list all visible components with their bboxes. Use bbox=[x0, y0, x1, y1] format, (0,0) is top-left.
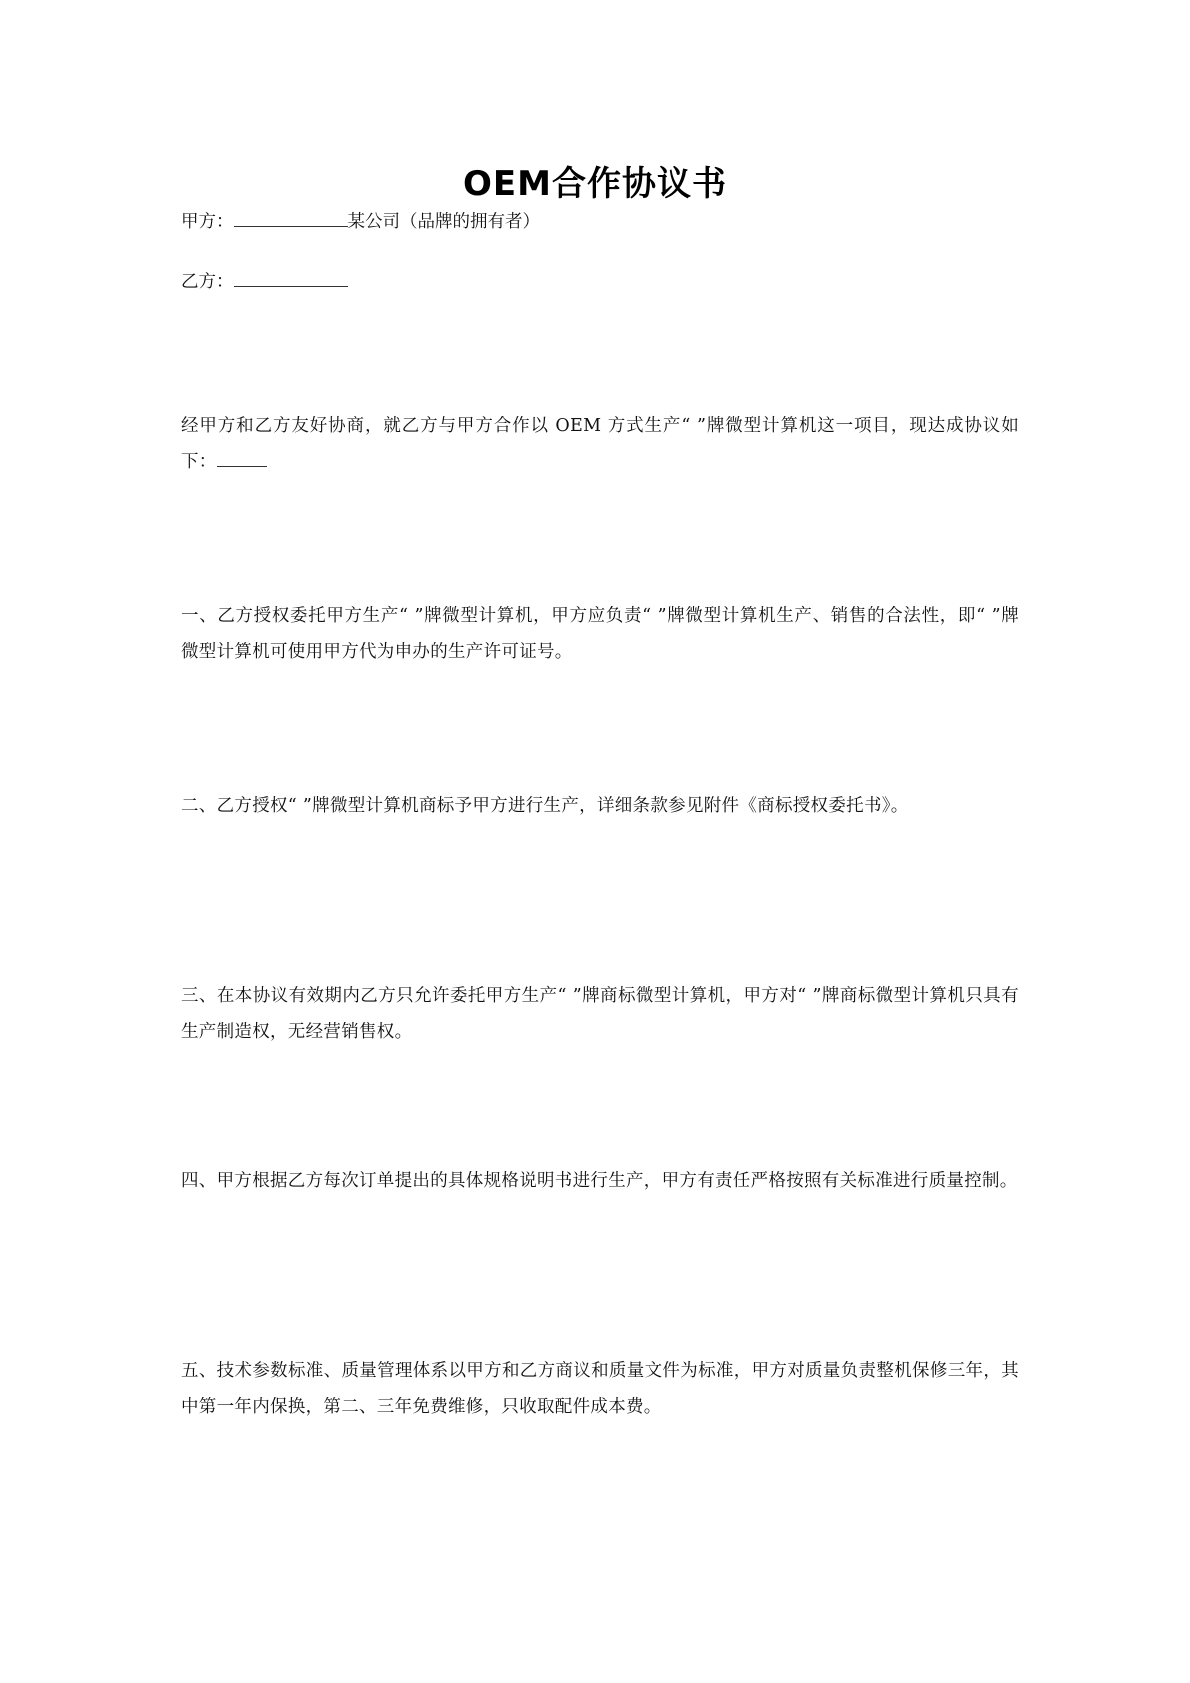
preamble-text: 经甲方和乙方友好协商，就乙方与甲方合作以 OEM 方式生产“ ”牌微型计算机这一项目，现达成协议如下： bbox=[181, 416, 1019, 472]
party-b-label: 乙方： bbox=[181, 272, 234, 292]
document-title: OEM合作协议书 bbox=[463, 164, 727, 204]
preamble-blank bbox=[217, 448, 267, 467]
clause-4: 四、甲方根据乙方每次订单提出的具体规格说明书进行生产，甲方有责任严格按照有关标准进行质量控制。 bbox=[181, 1171, 1018, 1191]
party-a-name: 某公司（品牌的拥有者） bbox=[347, 212, 540, 232]
party-b-line bbox=[181, 268, 348, 295]
party-a-line bbox=[181, 208, 540, 235]
clause-2: 二、乙方授权“ ”牌微型计算机商标予甲方进行生产，详细条款参见附件《商标授权委托书》。 bbox=[181, 796, 909, 816]
clause-3: 三、在本协议有效期内乙方只允许委托甲方生产“ ”牌商标微型计算机，甲方对“ ”牌商标微型计算机只具有生产制造权，无经营销售权。 bbox=[181, 986, 1019, 1042]
preamble-paragraph bbox=[181, 408, 1019, 480]
clause-5: 五、技术参数标准、质量管理体系以甲方和乙方商议和质量文件为标准，甲方对质量负责整机保修三年，其中第一年内保换，第二、三年免费维修，只收取配件成本费。 bbox=[181, 1361, 1019, 1417]
party-a-blank bbox=[234, 208, 348, 227]
party-a-label: 甲方： bbox=[181, 212, 234, 232]
clause-1: 一、乙方授权委托甲方生产“ ”牌微型计算机，甲方应负责“ ”牌微型计算机生产、销售的合法性，即“ ”牌微型计算机可使用甲方代为申办的生产许可证号。 bbox=[181, 606, 1019, 662]
party-b-blank bbox=[234, 268, 348, 287]
